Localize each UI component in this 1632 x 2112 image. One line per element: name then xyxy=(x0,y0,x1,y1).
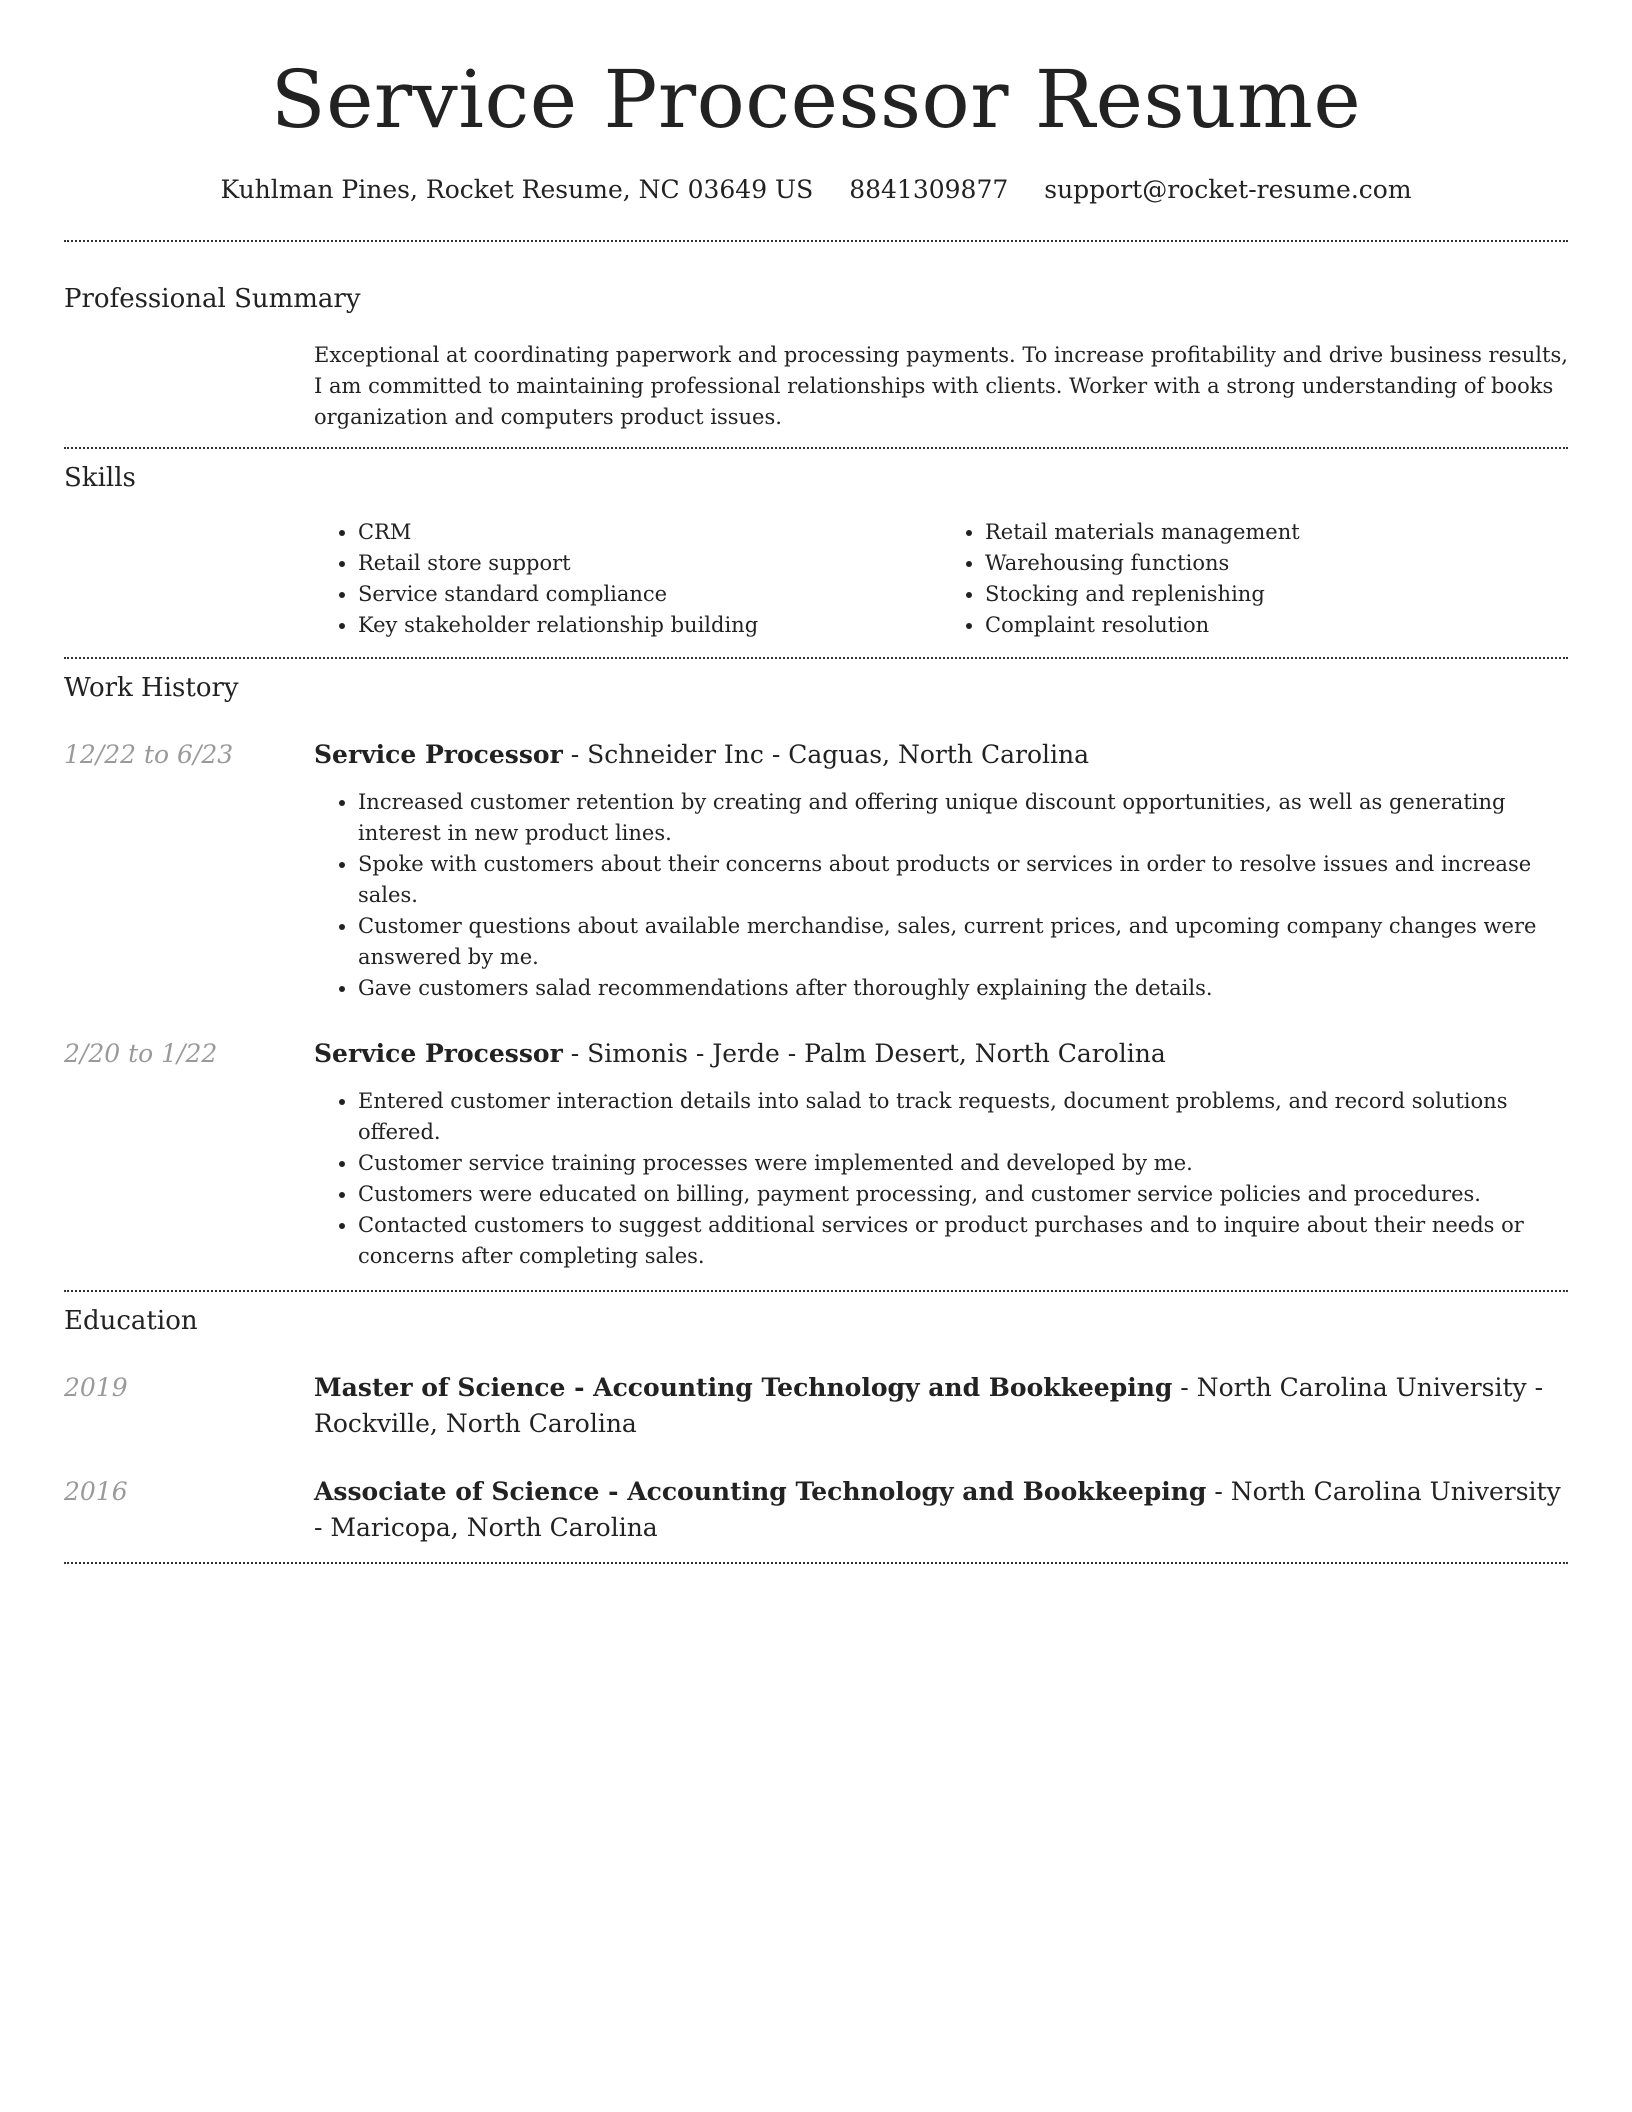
education-date: 2016 xyxy=(64,1477,128,1506)
resume-title: Service Processor Resume xyxy=(270,53,1362,146)
skill-item: • Retail store support xyxy=(358,548,941,579)
job-bullet: • Entered customer interaction details into salad to track requests, document problems, and record solutions offered. xyxy=(358,1086,1568,1148)
job-title xyxy=(314,737,1568,773)
skill-item: • Retail materials management xyxy=(985,517,1568,548)
contact-line xyxy=(64,174,1568,206)
skill-item: • Stocking and replenishing xyxy=(985,579,1568,610)
education-entry xyxy=(64,1474,1568,1546)
skill-item: • Complaint resolution xyxy=(985,610,1568,641)
section-divider xyxy=(64,1562,1568,1564)
skills-list-right xyxy=(941,517,1568,641)
job-bullet: • Increased customer retention by creating and offering unique discount opportunities, as well as generating interest in new product lines. xyxy=(358,787,1568,849)
contact-email: support@rocket-resume.com xyxy=(1044,175,1412,204)
job-date: 2/20 to 1/22 xyxy=(64,1039,218,1068)
skills-heading: Skills xyxy=(64,463,136,493)
summary-text: Exceptional at coordinating paperwork and processing payments. To increase profitability and drive business results, I am committed to maintaining professional relationships with clients. Worker with a strong understanding of books organization and computers product issues. xyxy=(314,343,1568,429)
job-bullet: • Spoke with customers about their concerns about products or services in order to resolve issues and increase sales. xyxy=(358,849,1568,911)
job-bullet: • Customers were educated on billing, payment processing, and customer service policies and procedures. xyxy=(358,1179,1568,1210)
job-bullet: • Gave customers salad recommendations after thoroughly explaining the details. xyxy=(358,973,1568,1004)
education-title xyxy=(314,1370,1568,1442)
job-bullet: • Contacted customers to suggest additional services or product purchases and to inquire about their needs or concerns after completing sales. xyxy=(358,1210,1568,1272)
skill-item: • Warehousing functions xyxy=(985,548,1568,579)
education-entry xyxy=(64,1370,1568,1442)
skill-item: • CRM xyxy=(358,517,941,548)
education-school: - North Carolina University - Maricopa, North Carolina xyxy=(314,1477,1561,1542)
summary-heading: Professional Summary xyxy=(64,284,361,314)
education-list xyxy=(64,1370,1568,1546)
education-degree: Master of Science - Accounting Technology and Bookkeeping xyxy=(314,1373,1173,1402)
education-title xyxy=(314,1474,1568,1546)
job-bullets xyxy=(314,1086,1568,1272)
contact-address: Kuhlman Pines, Rocket Resume, NC 03649 US xyxy=(220,175,814,204)
job-bullet: • Customer questions about available merchandise, sales, current prices, and upcoming company changes were answered by me. xyxy=(358,911,1568,973)
work-history-list xyxy=(64,737,1568,1272)
skills-grid xyxy=(314,517,1568,641)
job-employer: - Simonis - Jerde - Palm Desert, North Carolina xyxy=(562,1039,1166,1068)
contact-phone: 8841309877 xyxy=(849,175,1009,204)
section-divider xyxy=(64,447,1568,449)
job-title xyxy=(314,1036,1568,1072)
job-body xyxy=(314,1036,1568,1272)
education-body xyxy=(314,1370,1568,1442)
job-entry xyxy=(64,1036,1568,1272)
skills-list-left xyxy=(314,517,941,641)
education-body xyxy=(314,1474,1568,1546)
education-date: 2019 xyxy=(64,1373,128,1402)
job-role: Service Processor xyxy=(314,1039,563,1068)
job-bullets xyxy=(314,787,1568,1004)
education-school: - North Carolina University - Rockville, North Carolina xyxy=(314,1373,1544,1438)
job-body xyxy=(314,737,1568,1004)
job-entry xyxy=(64,737,1568,1004)
section-divider xyxy=(64,1290,1568,1292)
job-date: 12/22 to 6/23 xyxy=(64,740,234,769)
skill-item: • Key stakeholder relationship building xyxy=(358,610,941,641)
job-role: Service Processor xyxy=(314,740,563,769)
education-degree: Associate of Science - Accounting Technology and Bookkeeping xyxy=(314,1477,1207,1506)
job-employer: - Schneider Inc - Caguas, North Carolina xyxy=(562,740,1090,769)
work-history-heading: Work History xyxy=(64,673,239,703)
section-divider xyxy=(64,657,1568,659)
section-divider xyxy=(64,240,1568,242)
job-bullet: • Customer service training processes were implemented and developed by me. xyxy=(358,1148,1568,1179)
education-heading: Education xyxy=(64,1306,198,1336)
skill-item: • Service standard compliance xyxy=(358,579,941,610)
